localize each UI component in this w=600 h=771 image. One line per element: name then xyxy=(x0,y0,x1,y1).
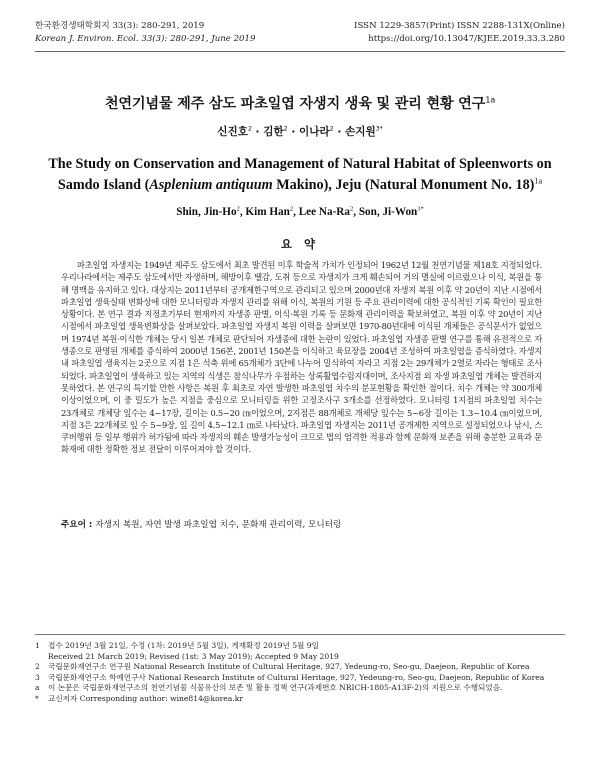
author-affiliation-mark: 3* xyxy=(417,205,424,213)
doi-link[interactable]: https://doi.org/10.13047/KJEE.2019.33.3.280 xyxy=(368,34,565,44)
footnote xyxy=(35,694,570,705)
footnote-mark: * xyxy=(35,693,39,703)
species-name: Asplenium antiquum xyxy=(149,177,273,193)
author-separator: , xyxy=(293,206,299,218)
footnote-text: 국립문화재연구소 연구원 National Research Institute of Cultural Heritage, 927, Yedeung-ro, Seo-gu, Daejeon, Republic of Korea xyxy=(48,662,530,672)
author-affiliation-mark: 2 xyxy=(247,125,252,133)
author-name: Lee Na-Ra xyxy=(298,206,350,218)
author-name: 김한 xyxy=(263,126,284,138)
author-affiliation-mark: 2 xyxy=(283,125,288,133)
author-separator: , xyxy=(353,206,359,218)
keywords-label: 주요어 : xyxy=(61,520,96,530)
journal-citation xyxy=(35,20,255,46)
footnote xyxy=(35,662,570,673)
issn: ISSN 1229-3857(Print) ISSN 2288-131X(Online) xyxy=(354,21,565,31)
author-separator: · xyxy=(251,126,264,138)
author-name: 신진호 xyxy=(217,126,248,138)
authors-korean xyxy=(0,124,600,139)
author-affiliation-mark: 2 xyxy=(349,205,354,213)
footnote-text: 국립문화재연구소 학예연구사 National Research Institute of Cultural Heritage, 927, Yedeung-ro, Seo-gu, Daejeon, Republic of Korea xyxy=(48,672,545,682)
footnote-divider xyxy=(35,634,565,635)
author-name: Son, Ji-Won xyxy=(358,206,418,218)
footnotes xyxy=(35,641,570,705)
author-affiliation-mark: 3* xyxy=(375,125,383,133)
title-korean: 천연기념물 제주 삼도 파초일엽 자생지 생육 및 관리 현황 연구$^{1a}$ xyxy=(104,94,496,112)
author-affiliation-mark: 2 xyxy=(329,125,334,133)
footnote-text: 교신저자 Corresponding author: wine814@korea.kr xyxy=(48,693,243,703)
footnote-text: 이 논문은 국립문화재연구소의 천연기념물 식물유산의 보존 및 활용 정책 연구(과제번호 NRICH-1805-A13F-2)의 지원으로 수행되었음. xyxy=(48,683,503,693)
authors-english xyxy=(0,206,600,218)
footnote xyxy=(35,673,570,684)
footnote xyxy=(35,683,570,694)
author-name: Shin, Jin-Ho xyxy=(176,206,237,218)
abstract-body: 파초일엽 자생지는 1949년 제주도 삼도에서 최초 발견된 이후 학술적 가치가 인정되어 1962년 12월 천연기념물 제18호 지정되었다. 우리나라에서는 제주도 삼도에서만 자생하며, 해방이후 땔감, 도취 등으로 자생지가 크게 훼손되어 거의 멸실에 이르렀으나 이식, 복원을 통해 명맥을 유지하고 있다. 대상지는 2011년부터 공개제한구역으로 관리되고 있으며 2000년대 자생지 복원 이후 약 20년이 지난 시점에서 파초일엽 생육실태 변화상에 대한 모니터링과 자생지 관리를 위해 이식, 복원의 기원 등 주요 관리이력에 대한 공식적인 기록 확인이 필요한 상황이다. 본 연구 결과 지정초기부터 현재까지 자생종 판별, 이식·복원 기록 등 문화재 관리이력을 확보하였고, 복원 이후 약 20년이 지난시점에서 파초일엽 생육변화상을 살펴보았다. 파초일엽 자생지 복원 이력을 살펴보면 1970-80년대에 이식된 개체들은 공식문서가 없었으며 1974년 복원·이식한 개체는 당시 일본 개체로 판단되어 자생종에 대한 논란이 있었다. 파초일엽 자생종 판별 연구를 통해 유전적으로 자생종으로 판명된 개체를 증식하여 2000년 156본, 2001년 150본을 이식하고 육묘장을 2004년 조성하여 파초일엽을 증식하였다. 자생지 내 파초일엽 생육지는 2곳으로 지점 1은 석축 위에 65개체가 3단에 나누어 밀식하여 자라고 지점 2는 29개체가 2열로 자라는 형태로 조사되었다. 파초일엽이 생육하고 있는 지역의 식생은 참식나무가 우점하는 상록활엽수림지대이며, 조사지점 외 자생 파초일엽 개체는 발견하지 못하였다. 본 연구의 특기할 만한 사항은 복원 후 최초로 자연 발생한 파초일엽 치수의 분포현황을 확인한 점이다. 치수 개체는 약 300개체 이상이었으며, 이 중 밀도가 높은 지점을 중심으로 모니터링을 위한 고정조사구 3개소를 선정하였다. 모니터링 1지점의 파초일엽 치수는 23개체로 개체당 잎수는 4~17장, 길이는 0.5~20 ㎝이었으며, 2지점은 88개체로 개체당 잎수는 5~6장 길이는 1.3~10.4 ㎝이었으며, 지점 3은 22개체로 잎 수 5~9장, 잎 길이 4.5~12.1 ㎝로 나타났다. 파초일엽 자생지는 2011년 공개제한 지역으로 설정되었으나 낚시, 스쿠버행위 등 일부 행위가 허가됨에 따라 자생지의 훼손 발생가능성이 크므로 법의 엄격한 적용과 함께 문화재 보존을 위해 충분한 교육과 문화재에 대한 정확한 정보 전달이 이루어져야 할 것이다. xyxy=(61,260,542,455)
issn-doi xyxy=(354,20,565,46)
journal-ko: 한국환경생태학회지 33(3): 280-291, 2019 xyxy=(35,21,205,31)
footnote-mark: a xyxy=(35,683,40,693)
title-english: The Study on Conservation and Management of Natural Habitat of Spleenworts on Samdo Island (Asplenium antiquum Makino), Jeju (Natural Monument No. 18)$^{1a}$ xyxy=(48,156,552,193)
journal-en: Korean J. Environ. Ecol. 33(3): 280-291, June 2019 xyxy=(35,34,256,44)
header-divider xyxy=(35,51,565,52)
author-separator: · xyxy=(333,126,346,138)
footnote xyxy=(35,652,570,663)
author-separator: · xyxy=(287,126,300,138)
footnote-text: Received 21 March 2019; Revised (1st: 3 May 2019); Accepted 9 May 2019 xyxy=(48,651,339,661)
keywords-text: 자생지 복원, 자연 발생 파초일엽 치수, 문화재 관리이력, 모니터링 xyxy=(95,520,342,530)
abstract-heading: 요 약 xyxy=(280,237,320,251)
footnote-mark: 3 xyxy=(35,672,40,682)
author-name: 손지원 xyxy=(345,126,376,138)
footnote-text: 접수 2019년 3월 21일, 수정 (1차: 2019년 5월 3일), 게재확정 2019년 5월 9일 xyxy=(48,641,319,650)
footnote xyxy=(35,641,570,652)
author-name: 이나라 xyxy=(299,126,330,138)
keywords xyxy=(61,518,542,530)
footnote-mark: 1 xyxy=(35,641,40,650)
author-separator: , xyxy=(239,206,246,218)
footnote-mark: 2 xyxy=(35,662,40,672)
author-affiliation-mark: 2 xyxy=(236,205,240,213)
author-name: Kim Han xyxy=(245,206,290,218)
author-affiliation-mark: 2 xyxy=(289,205,294,213)
